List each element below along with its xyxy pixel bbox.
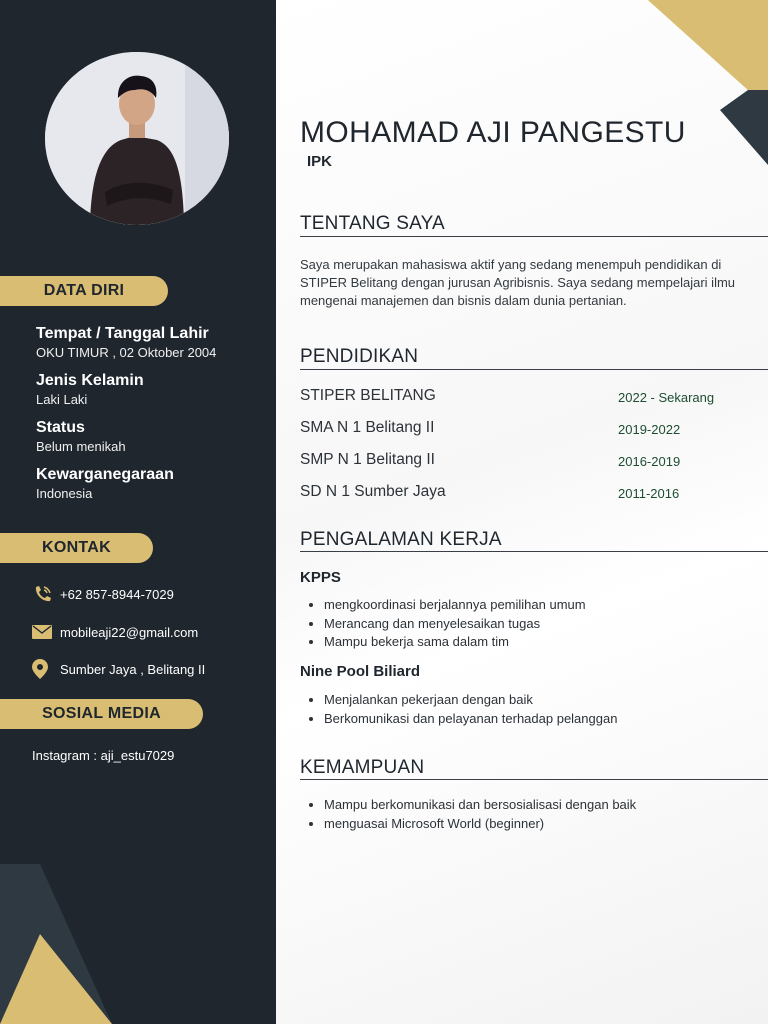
phone-text: +62 857-8944-7029 xyxy=(60,586,174,602)
sidebar-decoration xyxy=(0,824,276,1024)
experience-divider xyxy=(300,551,768,552)
education-item xyxy=(300,387,740,409)
phone-row[interactable] xyxy=(32,584,174,604)
data-diri-heading xyxy=(0,276,168,306)
nationality-value: Indonesia xyxy=(36,486,93,501)
address-text: Sumber Jaya , Belitang II xyxy=(60,661,206,677)
location-pin-icon xyxy=(32,659,54,679)
nationality-info xyxy=(36,465,174,502)
gender-info xyxy=(36,371,144,408)
education-school: SD N 1 Sumber Jaya xyxy=(300,483,446,500)
skills-divider xyxy=(300,779,768,780)
education-school: SMP N 1 Belitang II xyxy=(300,451,435,468)
main-content xyxy=(276,0,768,1024)
list-item: • mengkoordinasi berjalannya pemilihan umum xyxy=(324,596,586,615)
status-value: Belum menikah xyxy=(36,439,126,454)
subtitle: IPK xyxy=(307,153,333,170)
about-divider xyxy=(300,236,768,237)
status-info xyxy=(36,418,126,455)
status-label: Status xyxy=(36,419,85,436)
education-school: STIPER BELITANG xyxy=(300,387,436,404)
education-heading: PENDIDIKAN xyxy=(300,346,419,367)
job-duties xyxy=(324,691,617,728)
job-duties xyxy=(324,596,586,652)
nationality-label: Kewarganegaraan xyxy=(36,466,174,483)
birth-label: Tempat / Tanggal Lahir xyxy=(36,325,209,342)
list-item: • Merancang dan menyelesaikan tugas xyxy=(324,615,586,634)
mail-icon xyxy=(32,622,54,642)
list-item: • Mampu bekerja sama dalam tim xyxy=(324,633,586,652)
kontak-heading xyxy=(0,533,153,563)
data-diri-heading-text: DATA DIRI xyxy=(43,282,125,299)
birth-info xyxy=(36,324,216,361)
list-item: • Mampu berkomunikasi dan bersosialisasi dengan baik xyxy=(324,796,636,815)
education-years: 2019-2022 xyxy=(618,422,681,437)
phone-icon xyxy=(32,584,54,604)
education-years: 2011-2016 xyxy=(618,486,680,501)
sosial-media-heading-text: SOSIAL MEDIA xyxy=(42,705,161,722)
experience-heading: PENGALAMAN KERJA xyxy=(300,529,502,550)
birth-value: OKU TIMUR , 02 Oktober 2004 xyxy=(36,345,217,360)
skills-list xyxy=(324,796,636,833)
skills-heading: KEMAMPUAN xyxy=(300,757,425,778)
email-row[interactable] xyxy=(32,622,198,642)
gender-value: Laki Laki xyxy=(36,392,88,407)
list-item: • Menjalankan pekerjaan dengan baik xyxy=(324,691,617,710)
list-item: • Berkomunikasi dan pelayanan terhadap pelanggan xyxy=(324,710,617,729)
education-divider xyxy=(300,369,768,370)
person-avatar-icon xyxy=(45,52,229,225)
sidebar xyxy=(0,0,276,1024)
instagram-text[interactable]: Instagram : aji_estu7029 xyxy=(32,748,175,763)
sosial-media-heading xyxy=(0,699,203,729)
profile-photo xyxy=(45,52,229,225)
education-years: 2016-2019 xyxy=(618,454,681,469)
education-years: 2022 - Sekarang xyxy=(618,390,715,405)
email-text: mobileaji22@gmail.com xyxy=(60,624,199,640)
full-name: MOHAMAD AJI PANGESTU xyxy=(300,116,686,149)
education-item xyxy=(300,419,740,441)
address-row xyxy=(32,659,205,679)
education-school: SMA N 1 Belitang II xyxy=(300,419,435,436)
about-text: Saya merupakan mahasiswa aktif yang sedang menempuh pendidikan di STIPER Belitang dengan jurusan Agribisnis. Saya sedang mempelajari ilmu mengenai manajemen dan bisnis dalam dunia pertanian. xyxy=(300,257,736,308)
kontak-heading-text: KONTAK xyxy=(41,539,112,556)
list-item: • menguasai Microsoft World (beginner) xyxy=(324,815,636,834)
education-item xyxy=(300,451,740,473)
education-item xyxy=(300,483,740,505)
job-title: KPPS xyxy=(300,569,341,586)
gender-label: Jenis Kelamin xyxy=(36,372,144,389)
about-heading: TENTANG SAYA xyxy=(300,213,445,234)
job-title: Nine Pool Biliard xyxy=(300,663,421,680)
